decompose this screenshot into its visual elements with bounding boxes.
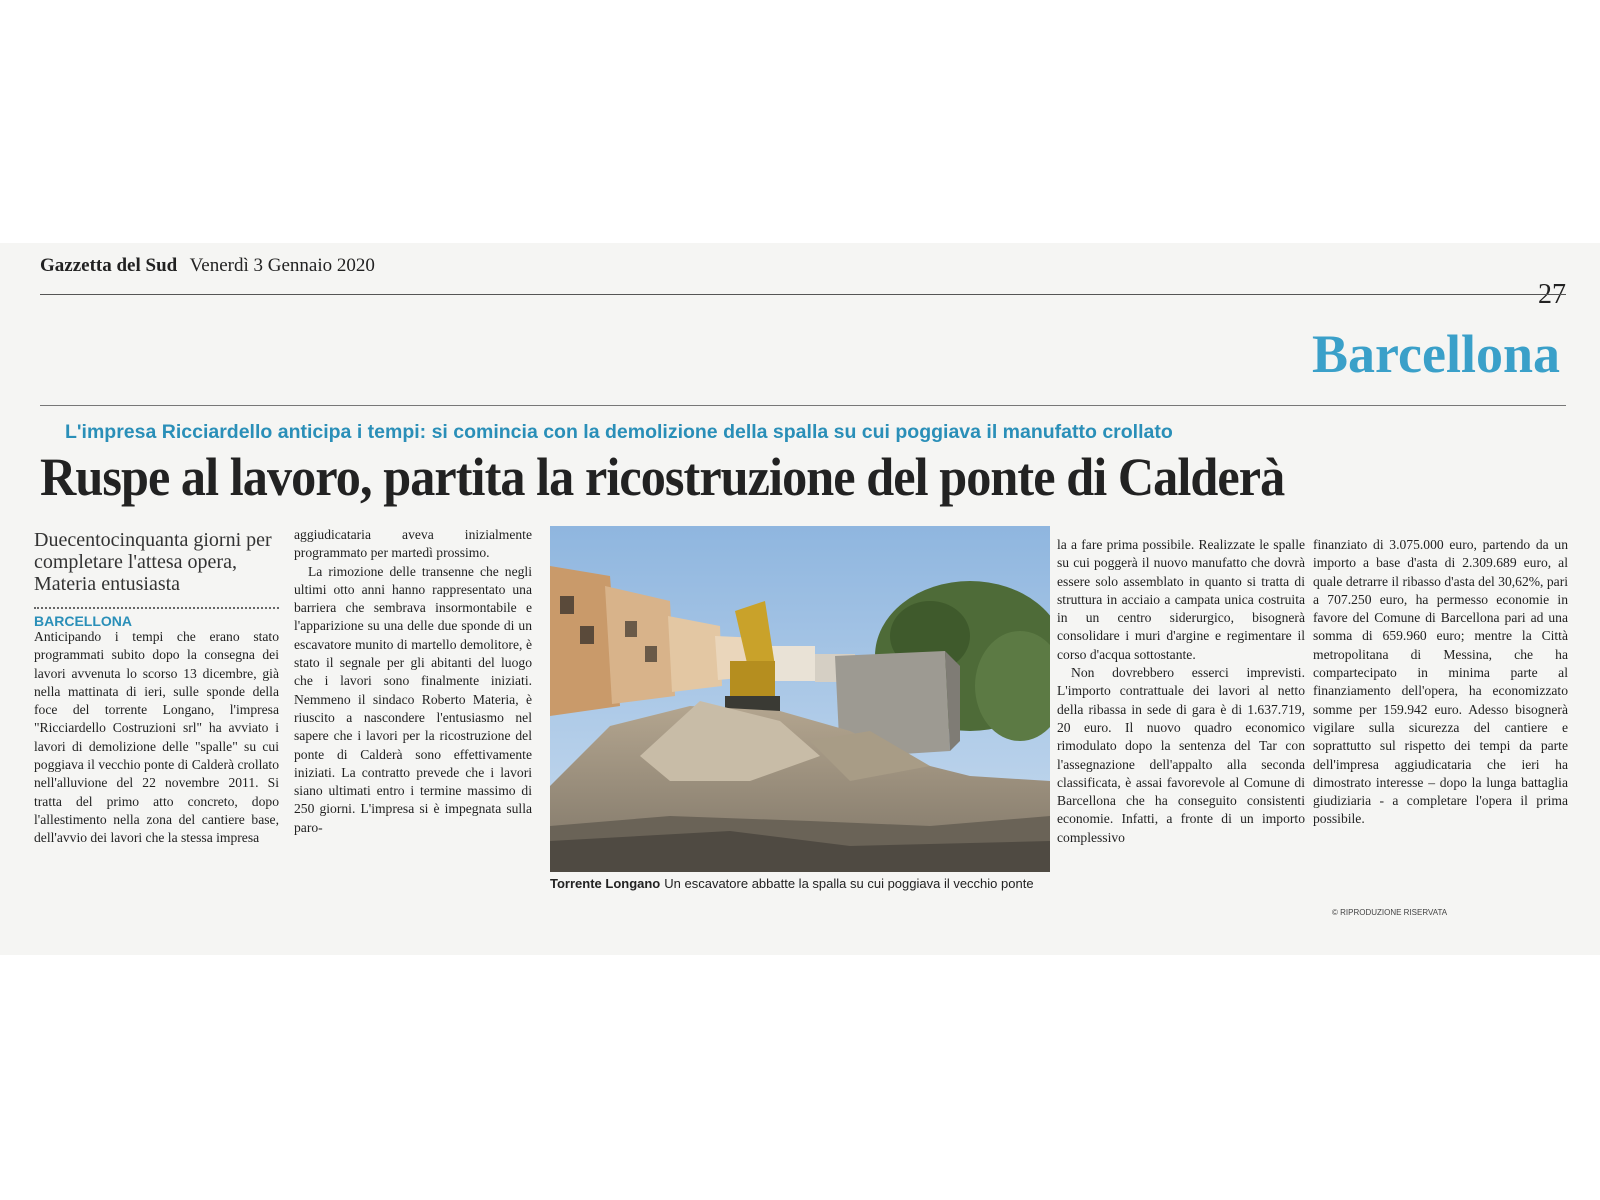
newspaper-clipping [0, 243, 1600, 955]
article-column-2 [294, 526, 532, 837]
article-photo [550, 526, 1050, 872]
section-rule [40, 405, 1566, 406]
construction-site-photo [550, 526, 1050, 872]
caption-place: Torrente Longano [550, 876, 661, 891]
column-2-paragraph-2: La rimozione delle transenne che negli ultimi otto anni hanno rappresentato una barriera che sembrava insormontabile e l'apparizione su una delle due sponde di un escavatore munito di martello demolitore, è stato il segnale per gli abitanti del luogo che i lavori sono finalmente iniziati. Nemmeno il sindaco Roberto Materia, è riuscito a nascondere l'entusiasmo nel sapere che i lavori per la ricostruzione del ponte di Calderà sono effettivamente iniziati. La contratto prevede che i lavori siano ultimati entro i termine massimo di 250 giorni. L'impresa si è impegnata sulla paro- [294, 563, 532, 835]
copyright-notice: © RIPRODUZIONE RISERVATA [1332, 908, 1448, 917]
column-3-paragraph-2: Non dovrebbero esserci imprevisti. L'importo contrattuale dei lavori al netto della ribassa in sede di gara è di 1.637.719, 20 euro. Il nuovo quadro economico rimodulato dopo la sentenza del Tar con l'assegnazione dell'appalto alla seconda classificata, è assai favorevole al Comune di Barcellona che ha conseguito consistenti economie. Infatti, a fronte di un importo complessivo [1057, 665, 1305, 845]
article-column-4 [1313, 536, 1568, 829]
column-4-text: finanziato di 3.075.000 euro, partendo da un importo a base d'asta di 2.309.689 euro, al quale detrarre il ribasso d'asta del 30,62%, pari a 707.250 euro, ha permesso economie in favore del Comune di Barcellona pari ad una somma di 659.960 euro; mentre la Città metropolitana di Messina, che ha compartecipato in minima parte al finanziamento dell'opera, ha economizzato somme per 159.942 euro. Adesso bisognerà vigilare sulla sicurezza del cantiere e soprattutto sul rispetto dei tempi da parte dell'impresa aggiudicataria che ieri ha dimostrato interesse – dopo la lunga battaglia giudiziaria - a completare l'opera il prima possibile. [1313, 537, 1568, 827]
issue-date: Venerdì 3 Gennaio 2020 [189, 255, 375, 276]
column-2-paragraph-1: aggiudicataria aveva inizialmente programmato per martedì prossimo. [294, 527, 532, 561]
masthead [40, 255, 375, 277]
section-title: Barcellona [1312, 324, 1560, 384]
deck: Duecentocinquanta giorni per completare l'attesa opera, Materia entusiasta [34, 529, 272, 595]
column-3-paragraph-1: la a fare prima possibile. Realizzate le spalle su cui poggerà il nuovo manufatto che dovrà essere solo assemblato in quanto si tratta di struttura in acciaio a campata unica costruita in un centro siderurgico, bisognerà consolidare i muri d'argine e regimentare il corso d'acqua sottostante. [1057, 537, 1305, 662]
article-column-3 [1057, 536, 1305, 847]
top-rule [40, 294, 1566, 295]
page-number: 27 [1538, 279, 1566, 310]
dateline: BARCELLONA [34, 613, 132, 629]
article-column-1 [34, 628, 279, 848]
column-1-text: Anticipando i tempi che erano stato programmati subito dopo la consegna dei lavori avvenuta lo scorso 13 dicembre, già nella mattinata di ieri, sulle sponde della foce del torrente Longano, l'impresa "Ricciardello Costruzioni srl" ha avviato i lavori di demolizione delle "spalle" su cui poggiava il vecchio ponte di Calderà crollato nell'alluvione del 22 novembre 2011. Si tratta del primo atto concreto, dopo l'allestimento nella zona del cantiere base, dell'avvio dei lavori che la stessa impresa [34, 629, 279, 846]
caption-text: Un escavatore abbatte la spalla su cui poggiava il vecchio ponte [664, 876, 1034, 891]
photo-caption [550, 876, 1050, 891]
headline: Ruspe al lavoro, partita la ricostruzione del ponte di Calderà [40, 447, 1285, 507]
deck-divider [34, 607, 279, 609]
kicker: L'impresa Ricciardello anticipa i tempi: si comincia con la demolizione della spalla su cui poggiava il manufatto crollato [65, 421, 1173, 443]
newspaper-name: Gazzetta del Sud [40, 255, 178, 276]
